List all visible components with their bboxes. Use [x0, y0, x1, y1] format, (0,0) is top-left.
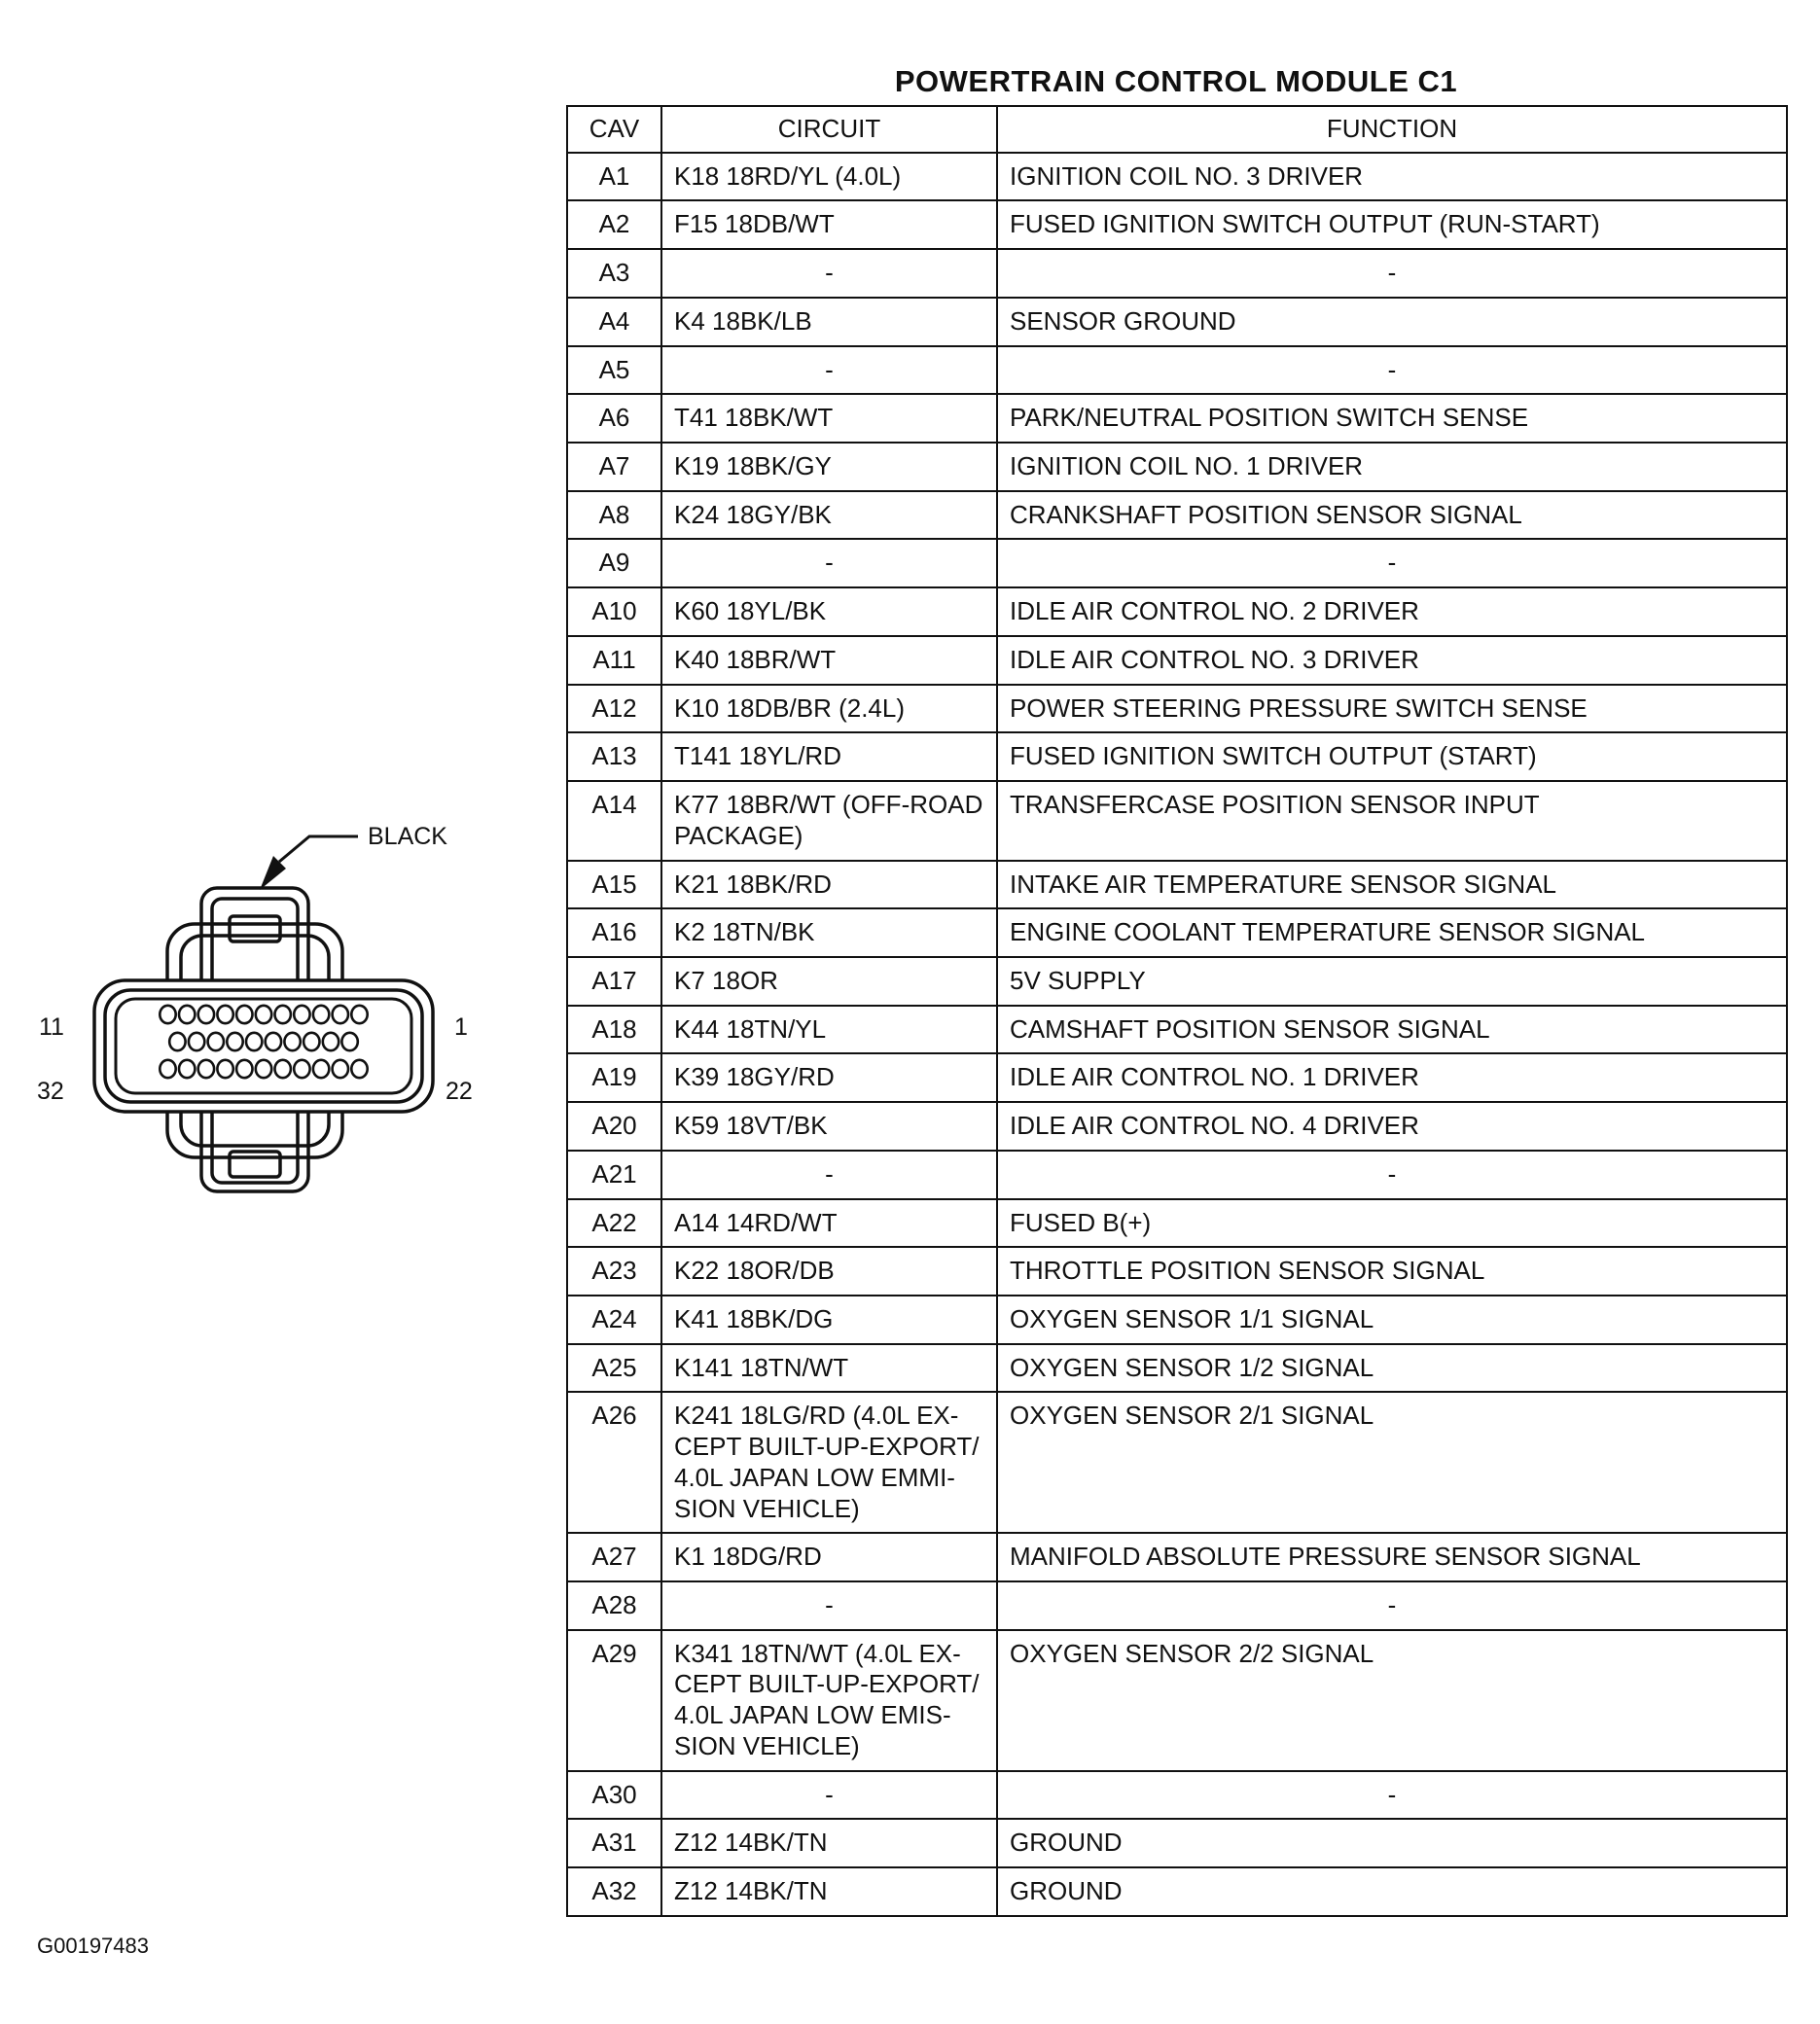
cav-cell: A31: [567, 1819, 661, 1867]
cav-cell: A23: [567, 1247, 661, 1296]
cav-cell: A5: [567, 346, 661, 395]
table-row: [567, 394, 1787, 443]
function-cell: CRANKSHAFT POSITION SENSOR SIGNAL: [997, 491, 1787, 540]
header-row: [567, 106, 1787, 153]
table-row: [567, 1344, 1787, 1393]
pinout-table: [566, 105, 1788, 1917]
function-cell: -: [997, 249, 1787, 298]
arrow-leader-line: [279, 836, 358, 862]
cav-cell: A9: [567, 539, 661, 587]
table-row: [567, 1392, 1787, 1533]
circuit-cell: -: [661, 1771, 997, 1820]
circuit-cell: K341 18TN/WT (4.0L EX-CEPT BUILT-UP-EXPORT/ 4.0L JAPAN LOW EMIS-SION VEHICLE): [661, 1630, 997, 1771]
cav-cell: A22: [567, 1199, 661, 1248]
cav-cell: A27: [567, 1533, 661, 1581]
cav-cell: A19: [567, 1053, 661, 1102]
circuit-cell: K1 18DG/RD: [661, 1533, 997, 1581]
circuit-cell: K141 18TN/WT: [661, 1344, 997, 1393]
cav-cell: A8: [567, 491, 661, 540]
cav-cell: A24: [567, 1296, 661, 1344]
connector-top-tab: [230, 916, 280, 941]
function-cell: FUSED IGNITION SWITCH OUTPUT (RUN-START): [997, 200, 1787, 249]
function-cell: GROUND: [997, 1819, 1787, 1867]
function-cell: GROUND: [997, 1867, 1787, 1916]
circuit-cell: K21 18BK/RD: [661, 861, 997, 909]
circuit-cell: -: [661, 346, 997, 395]
function-cell: IDLE AIR CONTROL NO. 2 DRIVER: [997, 587, 1787, 636]
cav-cell: A21: [567, 1151, 661, 1199]
cav-cell: A10: [567, 587, 661, 636]
function-cell: OXYGEN SENSOR 1/2 SIGNAL: [997, 1344, 1787, 1393]
function-cell: OXYGEN SENSOR 2/1 SIGNAL: [997, 1392, 1787, 1533]
function-cell: CAMSHAFT POSITION SENSOR SIGNAL: [997, 1006, 1787, 1054]
table-row: [567, 1533, 1787, 1581]
circuit-cell: K39 18GY/RD: [661, 1053, 997, 1102]
circuit-cell: K59 18VT/BK: [661, 1102, 997, 1151]
cav-cell: A20: [567, 1102, 661, 1151]
table-row: [567, 298, 1787, 346]
cav-cell: A3: [567, 249, 661, 298]
connector-bottom-tab: [230, 1152, 280, 1177]
table-row: [567, 1771, 1787, 1820]
function-cell: 5V SUPPLY: [997, 957, 1787, 1006]
cav-cell: A11: [567, 636, 661, 685]
table-row: [567, 1819, 1787, 1867]
circuit-cell: K40 18BR/WT: [661, 636, 997, 685]
function-cell: ENGINE COOLANT TEMPERATURE SENSOR SIGNAL: [997, 908, 1787, 957]
function-cell: -: [997, 539, 1787, 587]
function-cell: PARK/NEUTRAL POSITION SWITCH SENSE: [997, 394, 1787, 443]
cav-cell: A26: [567, 1392, 661, 1533]
circuit-cell: K4 18BK/LB: [661, 298, 997, 346]
cav-cell: A30: [567, 1771, 661, 1820]
table-row: [567, 1247, 1787, 1296]
circuit-cell: K24 18GY/BK: [661, 491, 997, 540]
circuit-cell: -: [661, 249, 997, 298]
cav-cell: A14: [567, 781, 661, 860]
header-function: FUNCTION: [997, 106, 1787, 153]
header-cav: CAV: [567, 106, 661, 153]
table-row: [567, 1867, 1787, 1916]
circuit-cell: K77 18BR/WT (OFF-ROAD PACKAGE): [661, 781, 997, 860]
circuit-cell: F15 18DB/WT: [661, 200, 997, 249]
circuit-cell: K60 18YL/BK: [661, 587, 997, 636]
pin-label-top-left: 11: [39, 1013, 64, 1041]
function-cell: IDLE AIR CONTROL NO. 1 DRIVER: [997, 1053, 1787, 1102]
connector-color-label: BLACK: [368, 823, 447, 850]
image-id: G00197483: [37, 1934, 149, 1958]
function-cell: -: [997, 1151, 1787, 1199]
function-cell: IDLE AIR CONTROL NO. 4 DRIVER: [997, 1102, 1787, 1151]
table-row: [567, 781, 1787, 860]
circuit-cell: K19 18BK/GY: [661, 443, 997, 491]
pin-label-top-right: 1: [454, 1013, 468, 1041]
cav-cell: A32: [567, 1867, 661, 1916]
circuit-cell: A14 14RD/WT: [661, 1199, 997, 1248]
circuit-cell: T141 18YL/RD: [661, 732, 997, 781]
table-row: [567, 153, 1787, 201]
circuit-cell: -: [661, 1151, 997, 1199]
function-cell: -: [997, 1771, 1787, 1820]
table-row: [567, 587, 1787, 636]
cav-cell: A1: [567, 153, 661, 201]
table-row: [567, 1053, 1787, 1102]
table-row: [567, 636, 1787, 685]
function-cell: OXYGEN SENSOR 1/1 SIGNAL: [997, 1296, 1787, 1344]
table-row: [567, 908, 1787, 957]
function-cell: THROTTLE POSITION SENSOR SIGNAL: [997, 1247, 1787, 1296]
function-cell: IGNITION COIL NO. 3 DRIVER: [997, 153, 1787, 201]
function-cell: IDLE AIR CONTROL NO. 3 DRIVER: [997, 636, 1787, 685]
circuit-cell: K18 18RD/YL (4.0L): [661, 153, 997, 201]
table-row: [567, 1102, 1787, 1151]
table-row: [567, 1581, 1787, 1630]
cav-cell: A17: [567, 957, 661, 1006]
circuit-cell: K2 18TN/BK: [661, 908, 997, 957]
circuit-cell: K10 18DB/BR (2.4L): [661, 685, 997, 733]
cav-cell: A15: [567, 861, 661, 909]
circuit-cell: -: [661, 1581, 997, 1630]
label-arrow: [0, 0, 447, 895]
function-cell: INTAKE AIR TEMPERATURE SENSOR SIGNAL: [997, 861, 1787, 909]
circuit-cell: K241 18LG/RD (4.0L EX-CEPT BUILT-UP-EXPORT/ 4.0L JAPAN LOW EMMI-SION VEHICLE): [661, 1392, 997, 1533]
circuit-cell: K7 18OR: [661, 957, 997, 1006]
table-row: [567, 249, 1787, 298]
table-row: [567, 1006, 1787, 1054]
table-row: [567, 1151, 1787, 1199]
table-row: [567, 443, 1787, 491]
table-row: [567, 957, 1787, 1006]
table-row: [567, 861, 1787, 909]
table-row: [567, 539, 1787, 587]
circuit-cell: K41 18BK/DG: [661, 1296, 997, 1344]
function-cell: IGNITION COIL NO. 1 DRIVER: [997, 443, 1787, 491]
header-circuit: CIRCUIT: [661, 106, 997, 153]
circuit-cell: K44 18TN/YL: [661, 1006, 997, 1054]
circuit-cell: Z12 14BK/TN: [661, 1867, 997, 1916]
cav-cell: A4: [567, 298, 661, 346]
function-cell: MANIFOLD ABSOLUTE PRESSURE SENSOR SIGNAL: [997, 1533, 1787, 1581]
function-cell: -: [997, 1581, 1787, 1630]
cav-cell: A29: [567, 1630, 661, 1771]
pin-label-bottom-left: 32: [37, 1078, 64, 1105]
circuit-cell: -: [661, 539, 997, 587]
cav-cell: A16: [567, 908, 661, 957]
circuit-cell: K22 18OR/DB: [661, 1247, 997, 1296]
table-row: [567, 1630, 1787, 1771]
function-cell: SENSOR GROUND: [997, 298, 1787, 346]
cav-cell: A7: [567, 443, 661, 491]
cav-cell: A28: [567, 1581, 661, 1630]
circuit-cell: T41 18BK/WT: [661, 394, 997, 443]
table-row: [567, 346, 1787, 395]
cav-cell: A25: [567, 1344, 661, 1393]
circuit-cell: Z12 14BK/TN: [661, 1819, 997, 1867]
table-row: [567, 491, 1787, 540]
cav-cell: A18: [567, 1006, 661, 1054]
table-row: [567, 1296, 1787, 1344]
function-cell: -: [997, 346, 1787, 395]
table-row: [567, 732, 1787, 781]
cav-cell: A13: [567, 732, 661, 781]
cav-cell: A6: [567, 394, 661, 443]
function-cell: OXYGEN SENSOR 2/2 SIGNAL: [997, 1630, 1787, 1771]
table-row: [567, 685, 1787, 733]
cav-cell: A12: [567, 685, 661, 733]
table-title: POWERTRAIN CONTROL MODULE C1: [894, 64, 1458, 98]
table-row: [567, 200, 1787, 249]
function-cell: FUSED IGNITION SWITCH OUTPUT (START): [997, 732, 1787, 781]
table-row: [567, 1199, 1787, 1248]
function-cell: POWER STEERING PRESSURE SWITCH SENSE: [997, 685, 1787, 733]
cav-cell: A2: [567, 200, 661, 249]
function-cell: TRANSFERCASE POSITION SENSOR INPUT: [997, 781, 1787, 860]
table-body: [567, 153, 1787, 1916]
pin-label-bottom-right: 22: [446, 1078, 473, 1105]
function-cell: FUSED B(+): [997, 1199, 1787, 1248]
